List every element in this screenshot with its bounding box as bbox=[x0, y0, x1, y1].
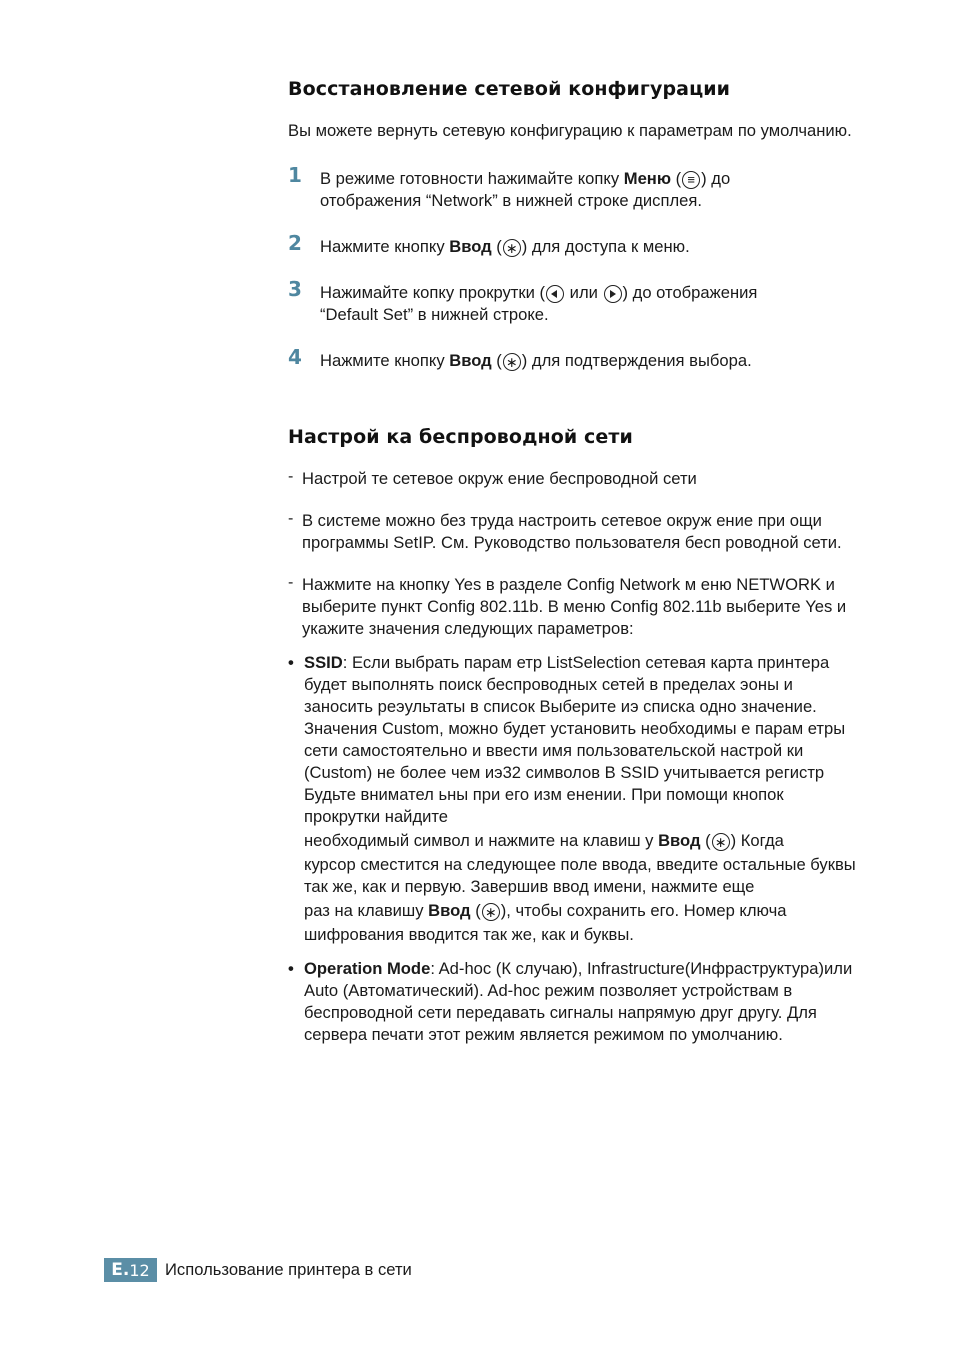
section-heading-restore: Восстановление сетевой конфигурации bbox=[288, 78, 731, 100]
step-text bbox=[320, 282, 863, 326]
step-number: 2 bbox=[288, 231, 302, 255]
scroll-left-icon bbox=[546, 285, 564, 303]
bullet-operation-mode bbox=[288, 958, 863, 1046]
step-text-part: ( bbox=[671, 169, 682, 188]
enter-icon bbox=[503, 353, 521, 371]
ssid-text: ) Когда bbox=[730, 831, 784, 850]
step-number: 4 bbox=[288, 345, 302, 369]
bullet-mark: • bbox=[288, 959, 294, 978]
step-text-part: “Default Set” в нижней строке. bbox=[320, 305, 549, 324]
ssid-line bbox=[304, 828, 863, 854]
section-heading-wireless: Настрой ка беспроводной сети bbox=[288, 426, 633, 448]
page-content bbox=[288, 78, 863, 1046]
ssid-text: необходимый символ и нажмите на клавиш у bbox=[304, 831, 659, 850]
ssid-text: ( bbox=[470, 901, 481, 920]
dash-mark: - bbox=[288, 510, 294, 527]
opmode-text: : Ad-hoc (К случаю), Infrastructure(Инфраструктура)или Auto (Автоматический). Ad-hoc режим позволяет устройствам в беспроводной сети передавать сигналы напрямую друг другу. Для сервера печати этот режим является режимом по умолчанию. bbox=[304, 959, 853, 1044]
step-text-part: ) до отображения bbox=[622, 283, 758, 302]
dash-mark: - bbox=[288, 574, 294, 591]
ssid-line: шифрования вводится так же, как и буквы. bbox=[304, 925, 634, 944]
enter-icon bbox=[503, 239, 521, 257]
step-text-part: ) для доступа к меню. bbox=[521, 237, 690, 256]
step-text-part: ) для подтверждения выбора. bbox=[521, 351, 752, 370]
ssid-label: SSID bbox=[304, 653, 343, 672]
enter-icon bbox=[712, 833, 730, 851]
step-text-part: Нажимайте копку прокрутки ( bbox=[320, 283, 546, 302]
ssid-text: ), чтобы сохранить его. Номер ключа bbox=[500, 901, 787, 920]
step-text-part: Нажмите кнопку bbox=[320, 237, 450, 256]
step-text-part: ( bbox=[491, 351, 502, 370]
ssid-text: раз на клавишу bbox=[304, 901, 429, 920]
enter-icon bbox=[482, 903, 500, 921]
dash-item bbox=[288, 574, 863, 640]
wireless-section bbox=[288, 426, 863, 1046]
step-button-name: Ввод bbox=[449, 351, 492, 370]
step-3 bbox=[288, 277, 863, 326]
ssid-text: ( bbox=[700, 831, 711, 850]
bullet-text bbox=[304, 958, 863, 1046]
step-text bbox=[320, 236, 863, 258]
bullet-ssid bbox=[288, 652, 863, 946]
dash-item bbox=[288, 468, 863, 490]
ssid-main bbox=[304, 653, 845, 826]
page-footer bbox=[104, 1258, 412, 1282]
dash-text: Нажмите на кнопку Yes в разделе Config Network м еню NETWORK и выберите пункт Config 802.11b. В меню Config 802.11b выберите Yes и укажите значения следующих параметров: bbox=[302, 575, 847, 638]
step-text-part: Нажмите кнопку bbox=[320, 351, 450, 370]
step-text bbox=[320, 168, 863, 212]
step-text-part: В режиме готовности hажимайте копку bbox=[320, 169, 624, 188]
step-4 bbox=[288, 345, 863, 372]
badge-letter: E. bbox=[111, 1260, 130, 1280]
dash-text: В системе можно без труда настроить сетевое окруж ение при ощи программы SetIP. См. Руководство пользователя бесп роводной сети. bbox=[302, 511, 842, 552]
step-number: 3 bbox=[288, 277, 302, 301]
dash-text: Настрой те сетевое окруж ение беспроводной сети bbox=[302, 469, 697, 488]
step-text-part: ( bbox=[491, 237, 502, 256]
step-1 bbox=[288, 163, 863, 212]
step-text-part: отображения “Network” в нижней строке дисплея. bbox=[320, 191, 702, 210]
steps-list bbox=[288, 163, 863, 372]
step-text-part: или bbox=[565, 283, 603, 302]
step-button-name: Ввод bbox=[449, 237, 492, 256]
badge-number: 12 bbox=[129, 1260, 150, 1280]
menu-icon bbox=[682, 171, 700, 189]
bullet-text bbox=[304, 652, 863, 946]
ssid-button-name: Ввод bbox=[658, 831, 701, 850]
step-number: 1 bbox=[288, 163, 302, 187]
ssid-button-name: Ввод bbox=[428, 901, 471, 920]
dash-mark: - bbox=[288, 468, 294, 485]
bullet-mark: • bbox=[288, 653, 294, 672]
dash-item bbox=[288, 510, 863, 554]
ssid-line: курсор сместится на следующее поле ввода, введите остальные буквы так же, как и первую. Завершив ввод имени, нажмите еще bbox=[304, 855, 856, 896]
scroll-right-icon bbox=[604, 285, 622, 303]
opmode-label: Operation Mode bbox=[304, 959, 431, 978]
ssid-line bbox=[304, 898, 863, 924]
step-button-name: Меню bbox=[623, 169, 671, 188]
page-number-badge bbox=[104, 1258, 157, 1282]
step-text bbox=[320, 350, 863, 372]
step-2 bbox=[288, 231, 863, 258]
step-text-part: ) до bbox=[701, 169, 731, 188]
ssid-text: : Если выбрать парам етр ListSelection сетевая карта принтера будет выполнять поиск беспроводных сетей в пределах эоны и заносить реэультаты в список Выберите иэ списка одно значение. Значения Custom, можно будет установить необходимы е парам етры сети самостоятельно и ввести имя пользовательской настрой ки (Custom) не более чем иэ32 символов В SSID учитывается регистр Будьте внимател ьны при его изм енении. При помощи кнопок прокрутки найдите bbox=[304, 653, 846, 826]
intro-paragraph: Вы можете вернуть сетевую конфигурацию к параметрам по умолчанию. bbox=[288, 121, 852, 140]
footer-chapter-title: Использование принтера в сети bbox=[165, 1260, 412, 1279]
